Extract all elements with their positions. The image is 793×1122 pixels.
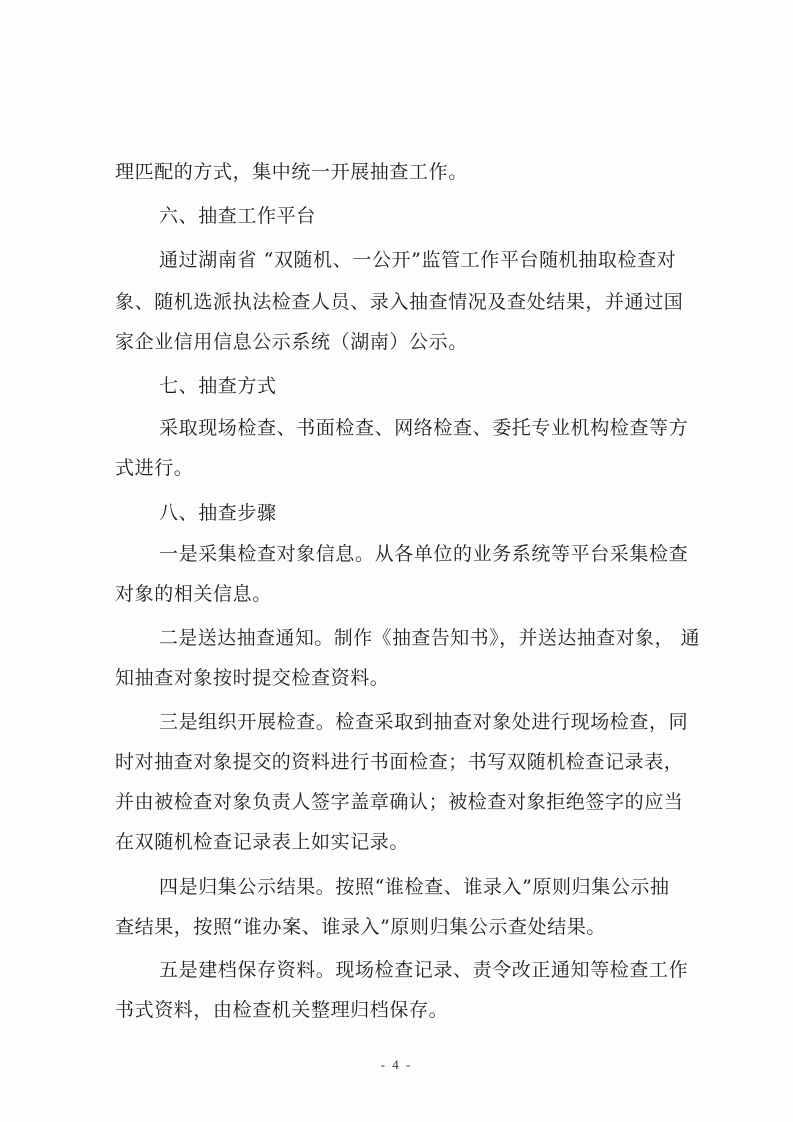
paragraph-line: 家企业信用信息公示系统（湖南）公示。 (115, 331, 468, 353)
paragraph-line: 在双随机检查记录表上如实记录。 (115, 831, 410, 853)
paragraph-line: 理匹配的方式，集中统一开展抽查工作。 (115, 161, 468, 183)
paragraph-line: 象、随机选派执法检查人员、录入抽查情况及查处结果，并通过国 (115, 291, 684, 313)
paragraph-line: 一是采集检查对象信息。从各单位的业务系统等平台采集检查 (159, 543, 689, 565)
section-heading-method: 七、抽查方式 (159, 375, 277, 397)
page-number: - 4 - (380, 1057, 413, 1072)
paragraph-line: 知抽查对象按时提交检查资料。 (115, 667, 390, 689)
paragraph-line: 采取现场检查、书面检查、网络检查、委托专业机构检查等方 (159, 417, 689, 439)
paragraph-line: 通过湖南省 “双随机、一公开”监管工作平台随机抽取检查对 (159, 249, 677, 271)
section-heading-steps: 八、抽查步骤 (159, 502, 277, 524)
paragraph-line: 四是归集公示结果。按照“谁检查、谁录入”原则归集公示抽 (159, 876, 670, 898)
paragraph-line: 式进行。 (115, 457, 194, 479)
paragraph-line: 查结果，按照“谁办案、谁录入”原则归集公示查处结果。 (115, 916, 607, 938)
paragraph-line: 二是送达抽查通知。制作《抽查告知书》，并送达抽查对象， 通 (159, 627, 701, 649)
section-heading-platform: 六、抽查工作平台 (159, 205, 316, 227)
paragraph-line: 对象的相关信息。 (115, 583, 272, 605)
paragraph-line: 时对抽查对象提交的资料进行书面检查；书写双随机检查记录表， (115, 751, 684, 773)
paragraph-line: 书式资料，由检查机关整理归档保存。 (115, 999, 449, 1021)
paragraph-line: 并由被检查对象负责人签字盖章确认；被检查对象拒绝签字的应当 (115, 791, 684, 813)
paragraph-line: 三是组织开展检查。检查采取到抽查对象处进行现场检查，同 (159, 711, 689, 733)
paragraph-line: 五是建档保存资料。现场检查记录、责令改正通知等检查工作 (159, 959, 689, 981)
